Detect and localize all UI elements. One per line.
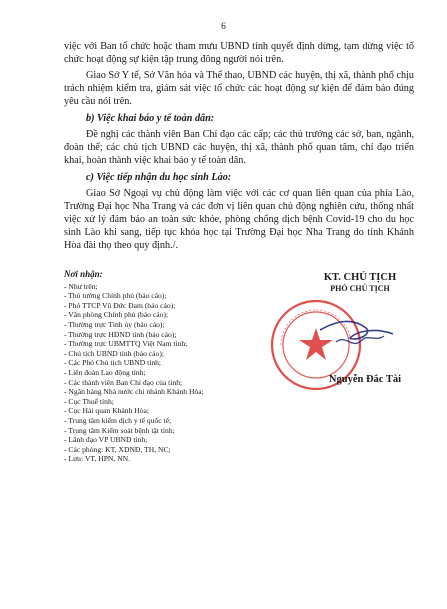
recipient-item: - Liên đoàn Lao động tỉnh; — [64, 367, 146, 377]
recipient-item: - Ngân hàng Nhà nước chi nhánh Khánh Hòa; — [64, 387, 204, 397]
recipient-item: - Thường trực Tỉnh ủy (báo cáo); — [64, 319, 165, 329]
paragraph: Giao Sở Ngoại vụ chủ động làm việc với các cơ quan liên quan của phía Lào, Trường Đại học Nha Trang và các đơn vị liên quan chủ động nghiên cứu, thống nhất việc xử lý đảm bảo an toàn sức khỏe, phòng chống dịch bệnh Covid-19 cho du học sinh Lào khi sang, tiếp tục khóa học tại Trường Đại học Nha Trang do tỉnh Khánh Hòa đài thọ theo quy định./. — [64, 188, 414, 251]
recipient-item: - Các phòng: KT, XDNĐ, TH, NC; — [64, 444, 171, 454]
signer-name: Nguyễn Đắc Tài — [328, 374, 402, 385]
recipient-item: - Trung tâm kiểm dịch y tế quốc tế; — [64, 415, 172, 425]
signature-role: KT. CHỦ TỊCH — [323, 272, 397, 283]
recipients-block — [64, 270, 264, 464]
section-heading: b) Việc khai báo y tế toàn dân: — [86, 113, 215, 124]
page-number: 6 — [221, 22, 226, 32]
paragraph: Đề nghị các thành viên Ban Chỉ đạo các cấp; các thủ trưởng các sở, ban, ngành, đoàn thể; các chủ tịch UBND các huyện, thị xã, thành phố quan tâm, chỉ đạo triển khai, hoàn thành việc khai báo y tế toàn dân. — [64, 129, 414, 166]
recipient-item: - Như trên; — [64, 281, 98, 291]
paragraph: việc với Ban tổ chức hoặc tham mưu UBND tỉnh quyết định dừng, tạm dừng việc tổ chức hoạt động sự kiện tập trung đông người nói trên. — [64, 41, 414, 65]
signature-block — [300, 272, 420, 385]
recipients-list — [64, 282, 264, 464]
document-body — [64, 40, 414, 255]
section-heading: c) Việc tiếp nhận du học sinh Lào: — [86, 172, 232, 183]
recipient-item: - Thường trực HĐND tỉnh (báo cáo); — [64, 329, 177, 339]
paragraph: Giao Sở Y tế, Sở Văn hóa và Thể thao, UBND các huyện, thị xã, thành phố chịu trách nhiệm kiểm tra, giám sát việc tổ chức các hoạt động sự kiện để đảm bảo đúng yêu cầu nói trên. — [64, 70, 414, 107]
recipient-item: - Phó TTCP Vũ Đức Đam (báo cáo); — [64, 300, 176, 310]
recipient-item: - Các Phó Chủ tịch UBND tỉnh; — [64, 358, 162, 368]
recipient-item: - Văn phòng Chính phủ (báo cáo); — [64, 310, 169, 320]
recipient-item: - Thường trực UBMTTQ Việt Nam tỉnh; — [64, 339, 188, 349]
signature-subrole: PHÓ CHỦ TỊCH — [330, 284, 390, 293]
recipient-item: - Các thành viên Ban Chỉ đạo của tỉnh; — [64, 377, 183, 387]
recipient-item: - Cục Hải quan Khánh Hòa; — [64, 406, 149, 416]
recipient-item: - Cục Thuế tỉnh; — [64, 396, 114, 406]
recipient-item: - Trung tâm Kiểm soát bệnh tật tỉnh; — [64, 425, 175, 435]
recipients-title: Nơi nhận: — [64, 269, 103, 279]
recipient-item: - Lưu: VT, HPN, NN. — [64, 454, 131, 464]
recipient-item: - Chủ tịch UBND tỉnh (báo cáo); — [64, 348, 164, 358]
recipient-item: - Lãnh đạo VP UBND tỉnh; — [64, 435, 148, 445]
recipient-item: - Thủ tướng Chính phủ (báo cáo); — [64, 291, 167, 301]
